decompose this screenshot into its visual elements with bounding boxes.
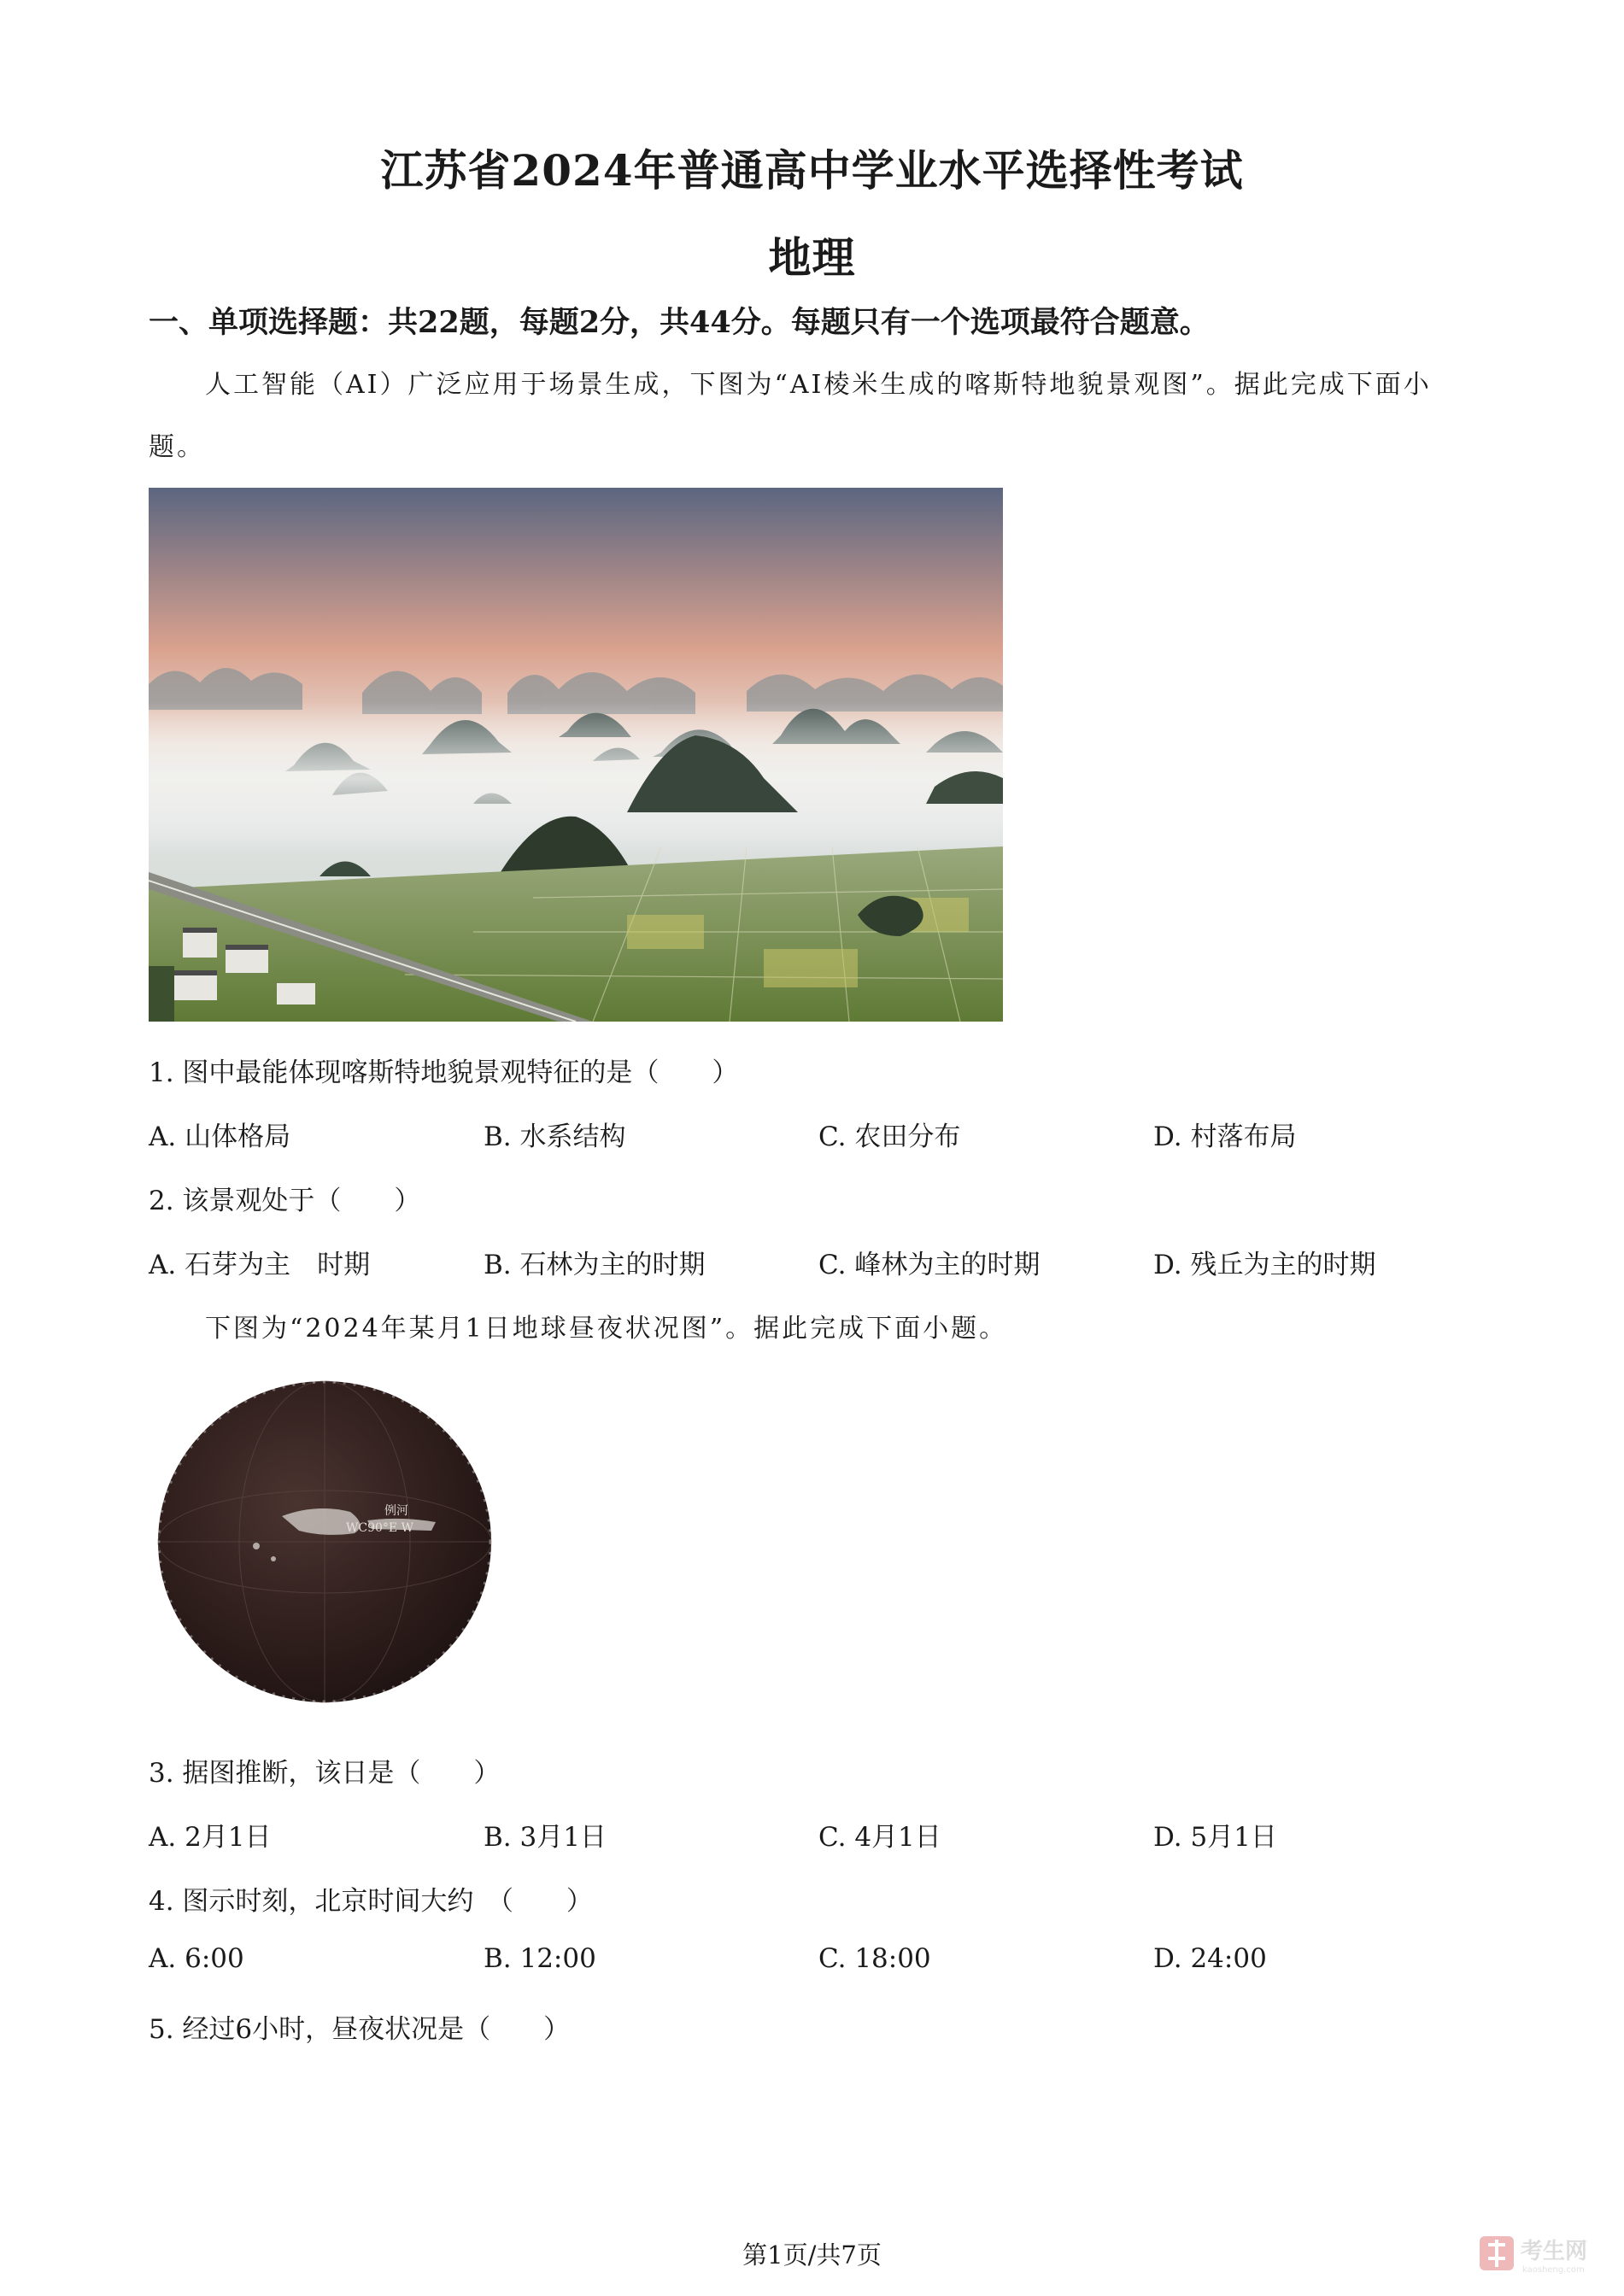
intro-paragraph-1: 人工智能（AI）广泛应用于场景生成，下图为“AI棱米生成的喀斯特地貌景观图”。据此完成下面小 bbox=[205, 370, 1432, 400]
question-2-option-a: A. 石芽为主 时期 bbox=[149, 1250, 371, 1280]
question-2-option-c: C. 峰林为主的时期 bbox=[818, 1250, 1041, 1280]
watermark-url: kaosheng.com bbox=[1522, 2265, 1585, 2275]
question-5-stem: 5. 经过6小时，昼夜状况是（ ） bbox=[149, 2014, 571, 2045]
subject-title: 地理 bbox=[768, 232, 856, 283]
day-night-globe-image bbox=[154, 1375, 495, 1704]
karst-landscape-photo bbox=[149, 488, 1003, 1022]
question-1-stem: 1. 图中最能体现喀斯特地貌景观特征的是（ ） bbox=[149, 1057, 739, 1088]
question-1-option-b: B. 水系结构 bbox=[484, 1122, 626, 1152]
question-4-option-b: B. 12:00 bbox=[484, 1943, 596, 1974]
watermark-brand: 考生网 bbox=[1521, 2239, 1588, 2264]
question-3-option-b: B. 3月1日 bbox=[484, 1822, 607, 1853]
question-2-stem: 2. 该景观处于（ ） bbox=[149, 1186, 421, 1216]
question-4-option-c: C. 18:00 bbox=[818, 1943, 931, 1974]
question-4-stem: 4. 图示时刻，北京时间大约 （ ） bbox=[149, 1886, 593, 1917]
question-3-stem: 3. 据图推断，该日是（ ） bbox=[149, 1758, 501, 1789]
globe-label-a: 例河 bbox=[384, 1504, 408, 1518]
question-1-option-c: C. 农田分布 bbox=[818, 1122, 961, 1152]
question-3-option-c: C. 4月1日 bbox=[818, 1822, 941, 1853]
question-4-option-d: D. 24:00 bbox=[1153, 1943, 1267, 1974]
question-3-option-d: D. 5月1日 bbox=[1153, 1822, 1277, 1853]
question-3-option-a: A. 2月1日 bbox=[149, 1822, 272, 1853]
section-heading: 一、单项选择题：共22题，每题2分，共44分。每题只有一个选项最符合题意。 bbox=[149, 305, 1210, 340]
globe-label-b: WC90°E W bbox=[346, 1521, 413, 1535]
question-1-option-d: D. 村落布局 bbox=[1153, 1122, 1297, 1152]
page-number: 第1页/共7页 bbox=[742, 2240, 882, 2270]
question-4-option-a: A. 6:00 bbox=[149, 1943, 244, 1974]
intro-paragraph-1-cont: 题。 bbox=[149, 432, 205, 462]
intro-paragraph-2: 下图为“2024年某月1日地球昼夜状况图”。据此完成下面小题。 bbox=[205, 1314, 1008, 1344]
exam-title: 江苏省2024年普通高中学业水平选择性考试 bbox=[380, 145, 1244, 196]
question-2-option-d: D. 残丘为主的时期 bbox=[1153, 1250, 1376, 1280]
question-2-option-b: B. 石林为主的时期 bbox=[484, 1250, 706, 1280]
question-1-option-a: A. 山体格局 bbox=[149, 1122, 291, 1152]
kaosheng-watermark-logo bbox=[1476, 2228, 1613, 2279]
